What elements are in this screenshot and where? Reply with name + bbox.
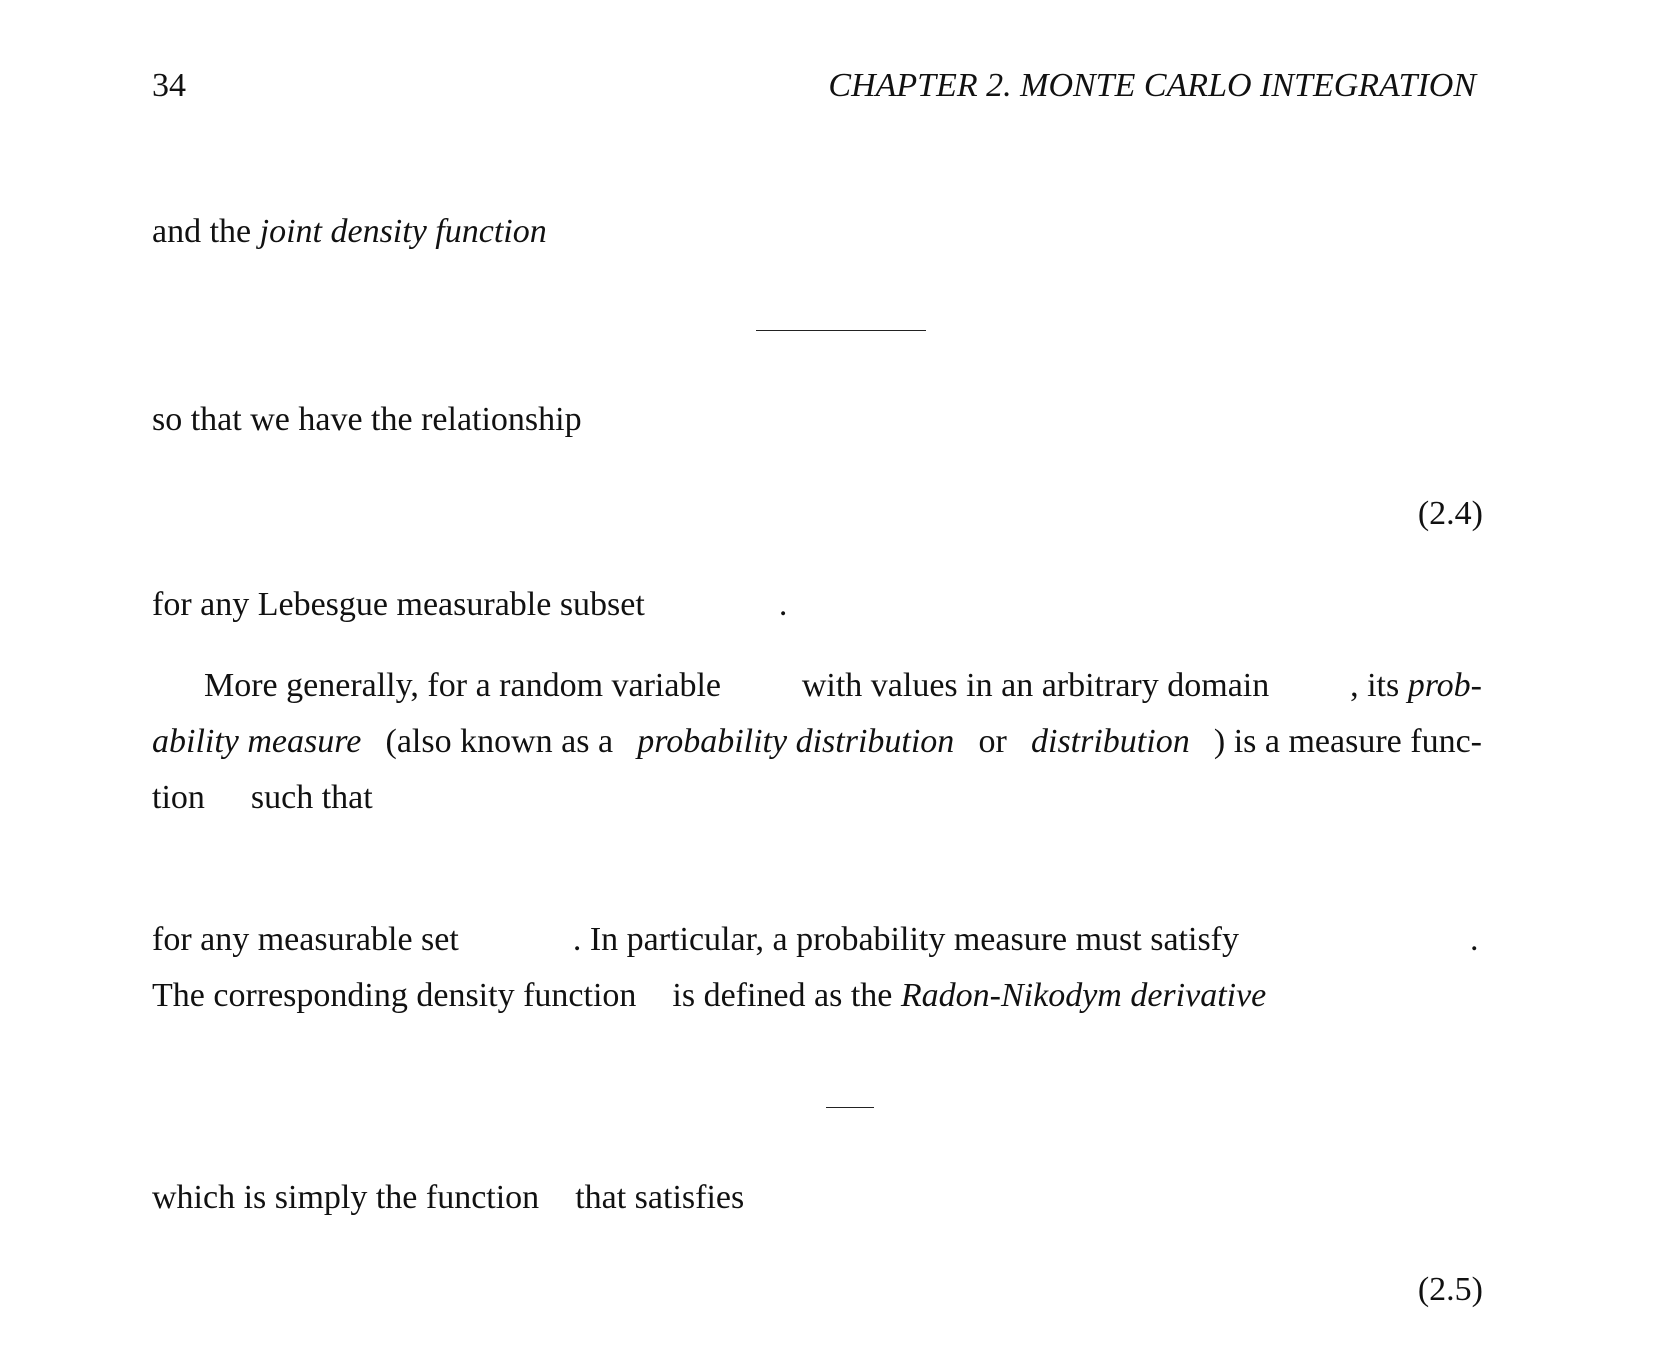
text-line-more-generally [204,666,1482,706]
fraction-bar [826,1107,874,1108]
text-run: which is simply the function [152,1179,540,1216]
text-run: for any Lebesgue measurable subset [152,586,645,623]
term-probability-distribution: probability distribution [637,723,955,760]
sentence-period: . [1470,921,1479,958]
running-title: CHAPTER 2. MONTE CARLO INTEGRATION [828,67,1476,104]
equation-number-2-4: (2.4) [1417,495,1483,532]
text-line-ability-measure [152,722,1482,762]
text-run: with values in an arbitrary domain [801,667,1270,704]
text-run: for any measurable set [152,921,459,958]
page-number: 34 [152,67,186,104]
text-line-tion-such-that [152,778,373,818]
text-line-relationship: so that we have the relationship [152,401,582,438]
fraction-bar [756,330,926,331]
text-run: tion [152,779,205,816]
text-run: The corresponding density function [152,977,637,1014]
text-run: , its [1350,667,1408,704]
text-run: that satisfies [575,1179,745,1216]
text-run: such that [250,779,373,816]
text-line-joint-density [152,212,547,252]
text-run: ) is a measure func- [1213,723,1482,760]
text-run: or [978,723,1007,760]
term-probability: prob- [1407,667,1482,704]
text-run: is defined as the [672,977,901,1014]
term-radon-nikodym-derivative: Radon-Nikodym derivative [900,977,1267,1014]
equation-number-2-5: (2.5) [1417,1271,1483,1308]
text-run: and the [152,213,260,250]
text-line-density-function [152,976,1266,1016]
term-ability-measure: ability measure [152,723,362,760]
text-line-lebesgue [152,585,787,625]
text-run: . In particular, a probability measure must satisfy [572,921,1239,958]
text-run: . [778,586,788,623]
text-run: More generally, for a random variable [204,667,722,704]
text-line-measurable-set [152,920,1239,960]
text-line-simply-the-function [152,1178,744,1218]
text-run: (also known as a [385,723,614,760]
term-distribution: distribution [1031,723,1190,760]
term-joint-density-function: joint density function [259,213,547,250]
